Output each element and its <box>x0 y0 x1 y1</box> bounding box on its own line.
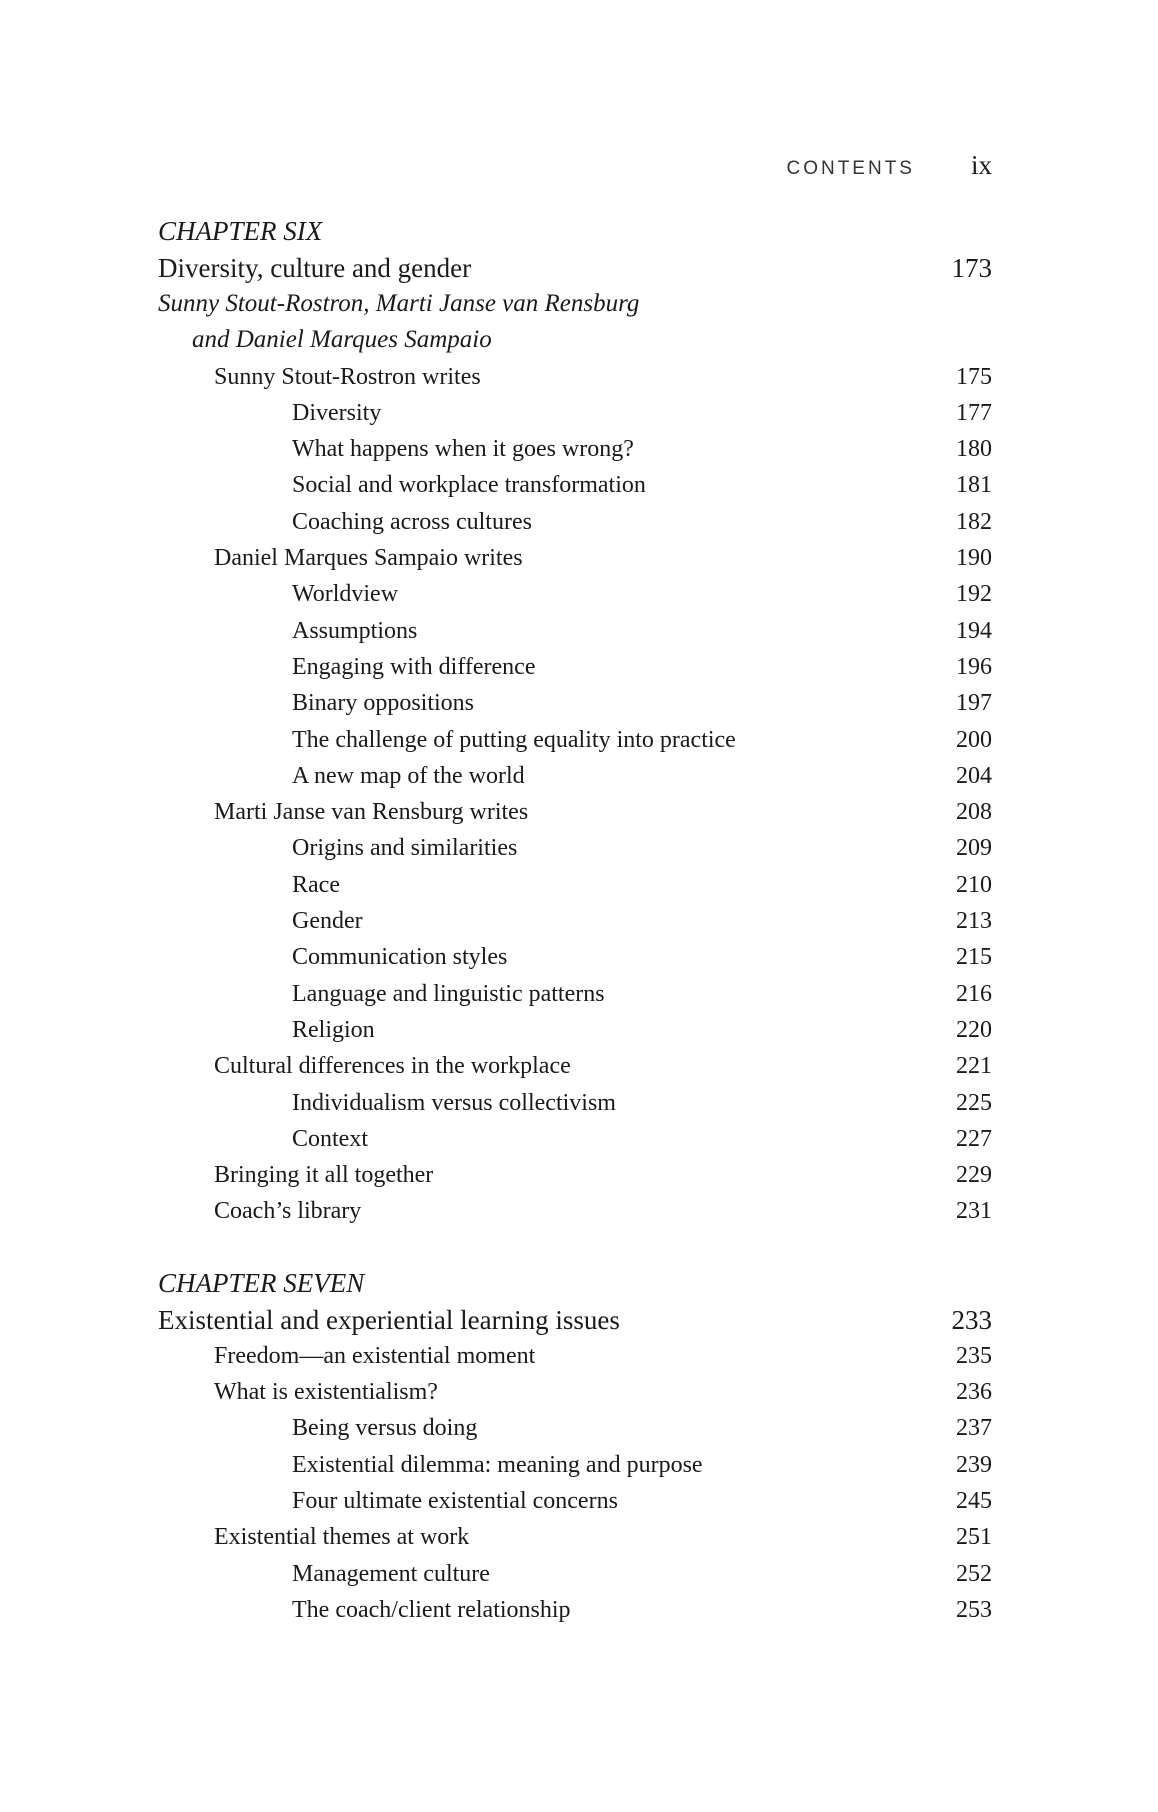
chapter-authors <box>158 286 992 322</box>
toc-entry[interactable] <box>158 467 992 503</box>
chapter-six <box>158 212 992 1230</box>
toc-entry-page: 194 <box>956 617 992 644</box>
toc-entry-page: 208 <box>956 799 992 826</box>
chapter-page-number: 233 <box>951 1304 992 1335</box>
toc-entry-page: 204 <box>956 762 992 789</box>
toc-entry-title: Existential themes at work <box>214 1524 470 1551</box>
toc-entry-page: 229 <box>956 1162 992 1189</box>
toc-entry[interactable] <box>158 540 992 576</box>
toc-entry[interactable] <box>158 1592 992 1628</box>
chapter-label: CHAPTER SIX <box>158 216 323 246</box>
toc-entry-page: 227 <box>956 1125 992 1152</box>
toc-entry-page: 231 <box>956 1198 992 1225</box>
toc-entry-page: 221 <box>956 1053 992 1080</box>
toc-entry-title: The challenge of putting equality into practice <box>292 726 736 753</box>
toc-entry-title: Origins and similarities <box>292 835 518 862</box>
chapter-seven <box>158 1264 992 1628</box>
chapter-title: Existential and experiential learning issues <box>158 1304 620 1335</box>
toc-entry-title: Cultural differences in the workplace <box>214 1053 571 1080</box>
toc-entry[interactable] <box>158 976 992 1012</box>
toc-entry-page: 236 <box>956 1379 992 1406</box>
toc-entry-page: 239 <box>956 1451 992 1478</box>
toc-entry[interactable] <box>158 1085 992 1121</box>
toc-entry[interactable] <box>158 1157 992 1193</box>
toc-entry-page: 177 <box>956 399 992 426</box>
toc-entry[interactable] <box>158 1483 992 1519</box>
toc-entry-title: Individualism versus collectivism <box>292 1089 616 1116</box>
running-head <box>786 150 992 181</box>
toc-entry-title: Worldview <box>292 581 399 608</box>
chapter-authors-cont <box>158 322 992 358</box>
toc-entry-title: Being versus doing <box>292 1415 478 1442</box>
toc-entry-title: Communication styles <box>292 944 508 971</box>
toc-entry-title: A new map of the world <box>292 762 525 789</box>
toc-entry[interactable] <box>158 794 992 830</box>
toc-entry-page: 237 <box>956 1415 992 1442</box>
toc-entry-title: Coach’s library <box>214 1198 362 1225</box>
page-number: ix <box>970 150 992 180</box>
toc-entry[interactable] <box>158 1048 992 1084</box>
toc-entry-page: 213 <box>956 908 992 935</box>
toc-entry-page: 220 <box>956 1016 992 1043</box>
toc-entry[interactable] <box>158 903 992 939</box>
toc-entry-page: 182 <box>956 508 992 535</box>
running-head-section: CONTENTS <box>786 158 915 179</box>
toc-entry-title: Engaging with difference <box>292 653 536 680</box>
toc-entry-page: 235 <box>956 1342 992 1369</box>
toc-entry-page: 200 <box>956 726 992 753</box>
toc-entry[interactable] <box>158 939 992 975</box>
toc-entry-title: The coach/client relationship <box>292 1596 571 1623</box>
toc-entry[interactable] <box>158 685 992 721</box>
toc-entry[interactable] <box>158 613 992 649</box>
toc-entry[interactable] <box>158 830 992 866</box>
toc-entry-page: 197 <box>956 690 992 717</box>
toc-entry-title: Marti Janse van Rensburg writes <box>214 799 529 826</box>
toc-entry-title: What happens when it goes wrong? <box>292 436 634 463</box>
toc-entry-title: Four ultimate existential concerns <box>292 1487 618 1514</box>
toc-entry[interactable] <box>158 576 992 612</box>
toc-entry-page: 215 <box>956 944 992 971</box>
toc-entry-title: Religion <box>292 1016 375 1043</box>
toc-entry-page: 181 <box>956 472 992 499</box>
toc-entry-title: Context <box>292 1125 368 1152</box>
toc-entry-title: Existential dilemma: meaning and purpose <box>292 1451 703 1478</box>
authors-line: Sunny Stout-Rostron, Marti Janse van Rensburg <box>158 290 640 317</box>
table-of-contents <box>158 212 992 1628</box>
chapter-page-number: 173 <box>951 253 992 283</box>
toc-entry-title: What is existentialism? <box>214 1379 438 1406</box>
toc-entry-page: 253 <box>956 1596 992 1623</box>
toc-entry[interactable] <box>158 1012 992 1048</box>
toc-entry[interactable] <box>158 1556 992 1592</box>
toc-entry-page: 190 <box>956 545 992 572</box>
toc-entry-page: 210 <box>956 871 992 898</box>
toc-entry[interactable] <box>158 722 992 758</box>
toc-entry[interactable] <box>158 1374 992 1410</box>
toc-entry-title: Diversity <box>292 399 382 426</box>
toc-entry-page: 180 <box>956 436 992 463</box>
chapter-title-row[interactable] <box>158 1302 992 1338</box>
toc-entry-title: Coaching across cultures <box>292 508 532 535</box>
toc-entry-page: 225 <box>956 1089 992 1116</box>
toc-entry-page: 245 <box>956 1487 992 1514</box>
toc-entry[interactable] <box>158 867 992 903</box>
toc-entry-page: 216 <box>956 980 992 1007</box>
chapter-title-row[interactable] <box>158 250 992 286</box>
toc-entry-title: Sunny Stout-Rostron writes <box>214 363 481 390</box>
toc-entry-page: 209 <box>956 835 992 862</box>
toc-entry-title: Bringing it all together <box>214 1162 434 1189</box>
toc-entry-title: Daniel Marques Sampaio writes <box>214 545 523 572</box>
toc-entry-title: Race <box>292 871 340 898</box>
chapter-label: CHAPTER SEVEN <box>158 1267 365 1298</box>
toc-entry[interactable] <box>158 1519 992 1555</box>
toc-entry[interactable] <box>158 1338 992 1374</box>
toc-entry-title: Language and linguistic patterns <box>292 980 605 1007</box>
toc-entry[interactable] <box>158 1410 992 1446</box>
chapter-title: Diversity, culture and gender <box>158 253 472 283</box>
toc-entry-title: Management culture <box>292 1560 490 1587</box>
toc-entry[interactable] <box>158 431 992 467</box>
toc-entry[interactable] <box>158 1447 992 1483</box>
toc-entry-page: 251 <box>956 1524 992 1551</box>
toc-entry-title: Binary oppositions <box>292 690 475 717</box>
toc-entry[interactable] <box>158 504 992 540</box>
toc-entry[interactable] <box>158 1193 992 1229</box>
toc-entry[interactable] <box>158 359 992 395</box>
toc-entry-page: 175 <box>956 363 992 390</box>
toc-entry-page: 252 <box>956 1560 992 1587</box>
toc-entry-title: Social and workplace transformation <box>292 472 646 499</box>
toc-entry-title: Assumptions <box>292 617 418 644</box>
toc-entry-title: Gender <box>292 908 363 935</box>
toc-entry-page: 196 <box>956 653 992 680</box>
toc-entry[interactable] <box>158 1121 992 1157</box>
toc-entry[interactable] <box>158 649 992 685</box>
toc-entry-page: 192 <box>956 581 992 608</box>
toc-entry[interactable] <box>158 395 992 431</box>
toc-entry-title: Freedom—an existential moment <box>214 1342 536 1369</box>
toc-entry[interactable] <box>158 758 992 794</box>
authors-line: and Daniel Marques Sampaio <box>192 326 492 354</box>
